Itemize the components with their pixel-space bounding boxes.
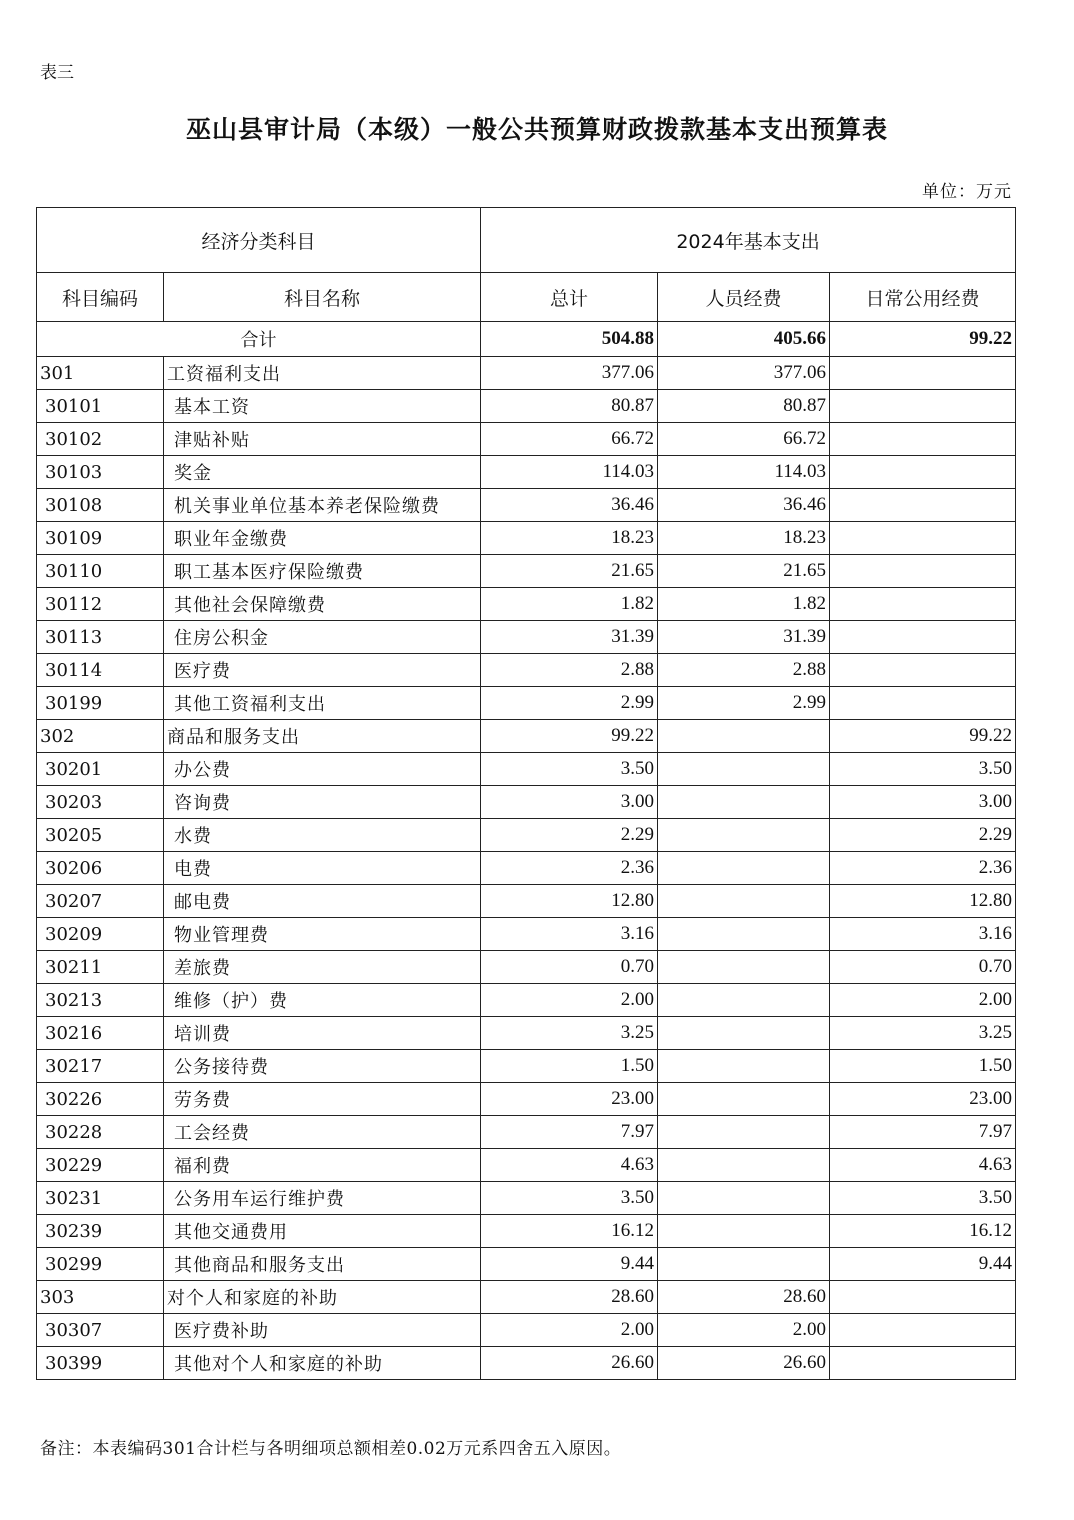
table-row bbox=[37, 1281, 1016, 1314]
summary-total: 504.88 bbox=[481, 322, 658, 357]
row-name: 其他对个人和家庭的补助 bbox=[164, 1347, 481, 1380]
row-name: 咨询费 bbox=[164, 786, 481, 819]
row-public: 16.12 bbox=[830, 1215, 1016, 1248]
row-personnel bbox=[658, 1083, 830, 1116]
row-total: 66.72 bbox=[481, 423, 658, 456]
row-code: 30399 bbox=[37, 1347, 164, 1380]
row-code: 30109 bbox=[37, 522, 164, 555]
row-total: 26.60 bbox=[481, 1347, 658, 1380]
row-personnel: 66.72 bbox=[658, 423, 830, 456]
row-total: 3.00 bbox=[481, 786, 658, 819]
table-row bbox=[37, 654, 1016, 687]
row-public: 0.70 bbox=[830, 951, 1016, 984]
summary-personnel: 405.66 bbox=[658, 322, 830, 357]
row-name: 水费 bbox=[164, 819, 481, 852]
header-year-expense: 2024年基本支出 bbox=[481, 208, 1016, 273]
row-public bbox=[830, 423, 1016, 456]
row-code: 30216 bbox=[37, 1017, 164, 1050]
header-category: 经济分类科目 bbox=[37, 208, 481, 273]
row-code: 30199 bbox=[37, 687, 164, 720]
table-row bbox=[37, 1314, 1016, 1347]
footnote: 备注：本表编码301合计栏与各明细项总额相差0.02万元系四舍五入原因。 bbox=[40, 1439, 622, 1459]
row-public bbox=[830, 456, 1016, 489]
row-public bbox=[830, 654, 1016, 687]
row-personnel: 26.60 bbox=[658, 1347, 830, 1380]
table-row bbox=[37, 786, 1016, 819]
row-name: 劳务费 bbox=[164, 1083, 481, 1116]
row-public bbox=[830, 1281, 1016, 1314]
row-public: 99.22 bbox=[830, 720, 1016, 753]
table-row bbox=[37, 1215, 1016, 1248]
table-row bbox=[37, 1149, 1016, 1182]
row-total: 16.12 bbox=[481, 1215, 658, 1248]
row-name: 奖金 bbox=[164, 456, 481, 489]
table-row bbox=[37, 720, 1016, 753]
row-total: 2.00 bbox=[481, 984, 658, 1017]
row-total: 3.16 bbox=[481, 918, 658, 951]
row-public: 9.44 bbox=[830, 1248, 1016, 1281]
row-code: 30203 bbox=[37, 786, 164, 819]
row-personnel bbox=[658, 852, 830, 885]
unit-label: 单位：万元 bbox=[922, 182, 1012, 202]
row-code: 30217 bbox=[37, 1050, 164, 1083]
table-row bbox=[37, 456, 1016, 489]
row-code: 30110 bbox=[37, 555, 164, 588]
row-name: 其他社会保障缴费 bbox=[164, 588, 481, 621]
table-row bbox=[37, 687, 1016, 720]
row-personnel bbox=[658, 1050, 830, 1083]
row-name: 差旅费 bbox=[164, 951, 481, 984]
row-public bbox=[830, 1314, 1016, 1347]
row-code: 30231 bbox=[37, 1182, 164, 1215]
row-name: 商品和服务支出 bbox=[164, 720, 481, 753]
table-row bbox=[37, 852, 1016, 885]
row-code: 30201 bbox=[37, 753, 164, 786]
row-public bbox=[830, 489, 1016, 522]
row-total: 9.44 bbox=[481, 1248, 658, 1281]
row-name: 维修（护）费 bbox=[164, 984, 481, 1017]
row-name: 机关事业单位基本养老保险缴费 bbox=[164, 489, 481, 522]
row-total: 4.63 bbox=[481, 1149, 658, 1182]
row-total: 2.00 bbox=[481, 1314, 658, 1347]
table-row bbox=[37, 1116, 1016, 1149]
table-row bbox=[37, 1083, 1016, 1116]
row-personnel: 36.46 bbox=[658, 489, 830, 522]
row-personnel: 21.65 bbox=[658, 555, 830, 588]
table-row bbox=[37, 1182, 1016, 1215]
row-name: 培训费 bbox=[164, 1017, 481, 1050]
row-total: 0.70 bbox=[481, 951, 658, 984]
row-code: 302 bbox=[37, 720, 164, 753]
row-total: 36.46 bbox=[481, 489, 658, 522]
row-code: 301 bbox=[37, 357, 164, 390]
row-total: 1.82 bbox=[481, 588, 658, 621]
row-public bbox=[830, 687, 1016, 720]
row-public bbox=[830, 522, 1016, 555]
row-total: 23.00 bbox=[481, 1083, 658, 1116]
row-public: 3.50 bbox=[830, 753, 1016, 786]
row-name: 其他交通费用 bbox=[164, 1215, 481, 1248]
table-row bbox=[37, 555, 1016, 588]
row-personnel: 2.99 bbox=[658, 687, 830, 720]
row-total: 12.80 bbox=[481, 885, 658, 918]
row-name: 津贴补贴 bbox=[164, 423, 481, 456]
row-public: 23.00 bbox=[830, 1083, 1016, 1116]
row-total: 1.50 bbox=[481, 1050, 658, 1083]
row-personnel: 377.06 bbox=[658, 357, 830, 390]
row-total: 2.36 bbox=[481, 852, 658, 885]
row-personnel: 31.39 bbox=[658, 621, 830, 654]
row-total: 21.65 bbox=[481, 555, 658, 588]
table-row bbox=[37, 918, 1016, 951]
row-public: 3.16 bbox=[830, 918, 1016, 951]
row-code: 30299 bbox=[37, 1248, 164, 1281]
row-code: 30207 bbox=[37, 885, 164, 918]
row-name: 职业年金缴费 bbox=[164, 522, 481, 555]
row-name: 公务接待费 bbox=[164, 1050, 481, 1083]
summary-public: 99.22 bbox=[830, 322, 1016, 357]
row-code: 30209 bbox=[37, 918, 164, 951]
row-name: 办公费 bbox=[164, 753, 481, 786]
row-name: 其他工资福利支出 bbox=[164, 687, 481, 720]
row-public bbox=[830, 621, 1016, 654]
row-personnel bbox=[658, 1116, 830, 1149]
table-row bbox=[37, 753, 1016, 786]
row-public: 3.00 bbox=[830, 786, 1016, 819]
row-total: 2.29 bbox=[481, 819, 658, 852]
table-row bbox=[37, 588, 1016, 621]
table-row bbox=[37, 885, 1016, 918]
header-row-1 bbox=[37, 208, 1016, 273]
row-code: 30213 bbox=[37, 984, 164, 1017]
header-row-2 bbox=[37, 273, 1016, 322]
row-total: 7.97 bbox=[481, 1116, 658, 1149]
header-name: 科目名称 bbox=[164, 273, 481, 322]
table-row bbox=[37, 984, 1016, 1017]
table-row bbox=[37, 1017, 1016, 1050]
table-row bbox=[37, 390, 1016, 423]
row-personnel: 1.82 bbox=[658, 588, 830, 621]
row-code: 30113 bbox=[37, 621, 164, 654]
row-public: 2.36 bbox=[830, 852, 1016, 885]
row-name: 福利费 bbox=[164, 1149, 481, 1182]
row-personnel: 28.60 bbox=[658, 1281, 830, 1314]
table-row bbox=[37, 1050, 1016, 1083]
row-code: 30112 bbox=[37, 588, 164, 621]
row-personnel bbox=[658, 951, 830, 984]
row-name: 住房公积金 bbox=[164, 621, 481, 654]
row-total: 114.03 bbox=[481, 456, 658, 489]
row-name: 邮电费 bbox=[164, 885, 481, 918]
row-total: 80.87 bbox=[481, 390, 658, 423]
row-total: 28.60 bbox=[481, 1281, 658, 1314]
row-personnel bbox=[658, 786, 830, 819]
row-name: 电费 bbox=[164, 852, 481, 885]
table-row bbox=[37, 423, 1016, 456]
table-row bbox=[37, 489, 1016, 522]
row-name: 基本工资 bbox=[164, 390, 481, 423]
row-name: 物业管理费 bbox=[164, 918, 481, 951]
row-code: 30103 bbox=[37, 456, 164, 489]
table-label: 表三 bbox=[40, 63, 74, 83]
row-code: 30307 bbox=[37, 1314, 164, 1347]
row-name: 公务用车运行维护费 bbox=[164, 1182, 481, 1215]
header-total: 总计 bbox=[481, 273, 658, 322]
table-row bbox=[37, 522, 1016, 555]
row-public bbox=[830, 1347, 1016, 1380]
row-name: 医疗费补助 bbox=[164, 1314, 481, 1347]
header-public: 日常公用经费 bbox=[830, 273, 1016, 322]
row-public bbox=[830, 588, 1016, 621]
row-public: 7.97 bbox=[830, 1116, 1016, 1149]
row-personnel bbox=[658, 885, 830, 918]
row-public: 12.80 bbox=[830, 885, 1016, 918]
row-public: 3.25 bbox=[830, 1017, 1016, 1050]
row-code: 30101 bbox=[37, 390, 164, 423]
row-total: 3.25 bbox=[481, 1017, 658, 1050]
row-code: 30205 bbox=[37, 819, 164, 852]
row-personnel bbox=[658, 1149, 830, 1182]
row-public: 4.63 bbox=[830, 1149, 1016, 1182]
row-personnel: 114.03 bbox=[658, 456, 830, 489]
table-row bbox=[37, 1347, 1016, 1380]
table-row bbox=[37, 621, 1016, 654]
table-row bbox=[37, 951, 1016, 984]
row-personnel bbox=[658, 819, 830, 852]
row-personnel: 2.00 bbox=[658, 1314, 830, 1347]
row-total: 2.99 bbox=[481, 687, 658, 720]
row-public: 1.50 bbox=[830, 1050, 1016, 1083]
row-code: 30211 bbox=[37, 951, 164, 984]
row-personnel bbox=[658, 1182, 830, 1215]
budget-table bbox=[36, 207, 1016, 1380]
row-public: 3.50 bbox=[830, 1182, 1016, 1215]
row-personnel: 80.87 bbox=[658, 390, 830, 423]
row-personnel bbox=[658, 753, 830, 786]
header-personnel: 人员经费 bbox=[658, 273, 830, 322]
page-title: 巫山县审计局（本级）一般公共预算财政拨款基本支出预算表 bbox=[185, 115, 888, 144]
row-total: 2.88 bbox=[481, 654, 658, 687]
row-code: 303 bbox=[37, 1281, 164, 1314]
row-personnel bbox=[658, 918, 830, 951]
row-total: 99.22 bbox=[481, 720, 658, 753]
table-row bbox=[37, 357, 1016, 390]
summary-row bbox=[37, 322, 1016, 357]
row-code: 30226 bbox=[37, 1083, 164, 1116]
summary-label: 合计 bbox=[37, 322, 481, 357]
row-name: 医疗费 bbox=[164, 654, 481, 687]
row-personnel: 18.23 bbox=[658, 522, 830, 555]
row-code: 30108 bbox=[37, 489, 164, 522]
row-personnel bbox=[658, 720, 830, 753]
header-code: 科目编码 bbox=[37, 273, 164, 322]
table-row bbox=[37, 819, 1016, 852]
table-row bbox=[37, 1248, 1016, 1281]
row-total: 377.06 bbox=[481, 357, 658, 390]
row-code: 30229 bbox=[37, 1149, 164, 1182]
row-total: 18.23 bbox=[481, 522, 658, 555]
row-code: 30206 bbox=[37, 852, 164, 885]
row-personnel bbox=[658, 1248, 830, 1281]
row-name: 工会经费 bbox=[164, 1116, 481, 1149]
row-name: 对个人和家庭的补助 bbox=[164, 1281, 481, 1314]
row-personnel bbox=[658, 1215, 830, 1248]
row-code: 30239 bbox=[37, 1215, 164, 1248]
row-name: 工资福利支出 bbox=[164, 357, 481, 390]
row-public bbox=[830, 357, 1016, 390]
row-total: 3.50 bbox=[481, 753, 658, 786]
row-code: 30228 bbox=[37, 1116, 164, 1149]
row-personnel bbox=[658, 984, 830, 1017]
row-personnel: 2.88 bbox=[658, 654, 830, 687]
row-code: 30114 bbox=[37, 654, 164, 687]
row-total: 3.50 bbox=[481, 1182, 658, 1215]
row-public: 2.00 bbox=[830, 984, 1016, 1017]
row-code: 30102 bbox=[37, 423, 164, 456]
row-public: 2.29 bbox=[830, 819, 1016, 852]
row-name: 职工基本医疗保险缴费 bbox=[164, 555, 481, 588]
row-name: 其他商品和服务支出 bbox=[164, 1248, 481, 1281]
row-personnel bbox=[658, 1017, 830, 1050]
row-public bbox=[830, 555, 1016, 588]
row-public bbox=[830, 390, 1016, 423]
row-total: 31.39 bbox=[481, 621, 658, 654]
